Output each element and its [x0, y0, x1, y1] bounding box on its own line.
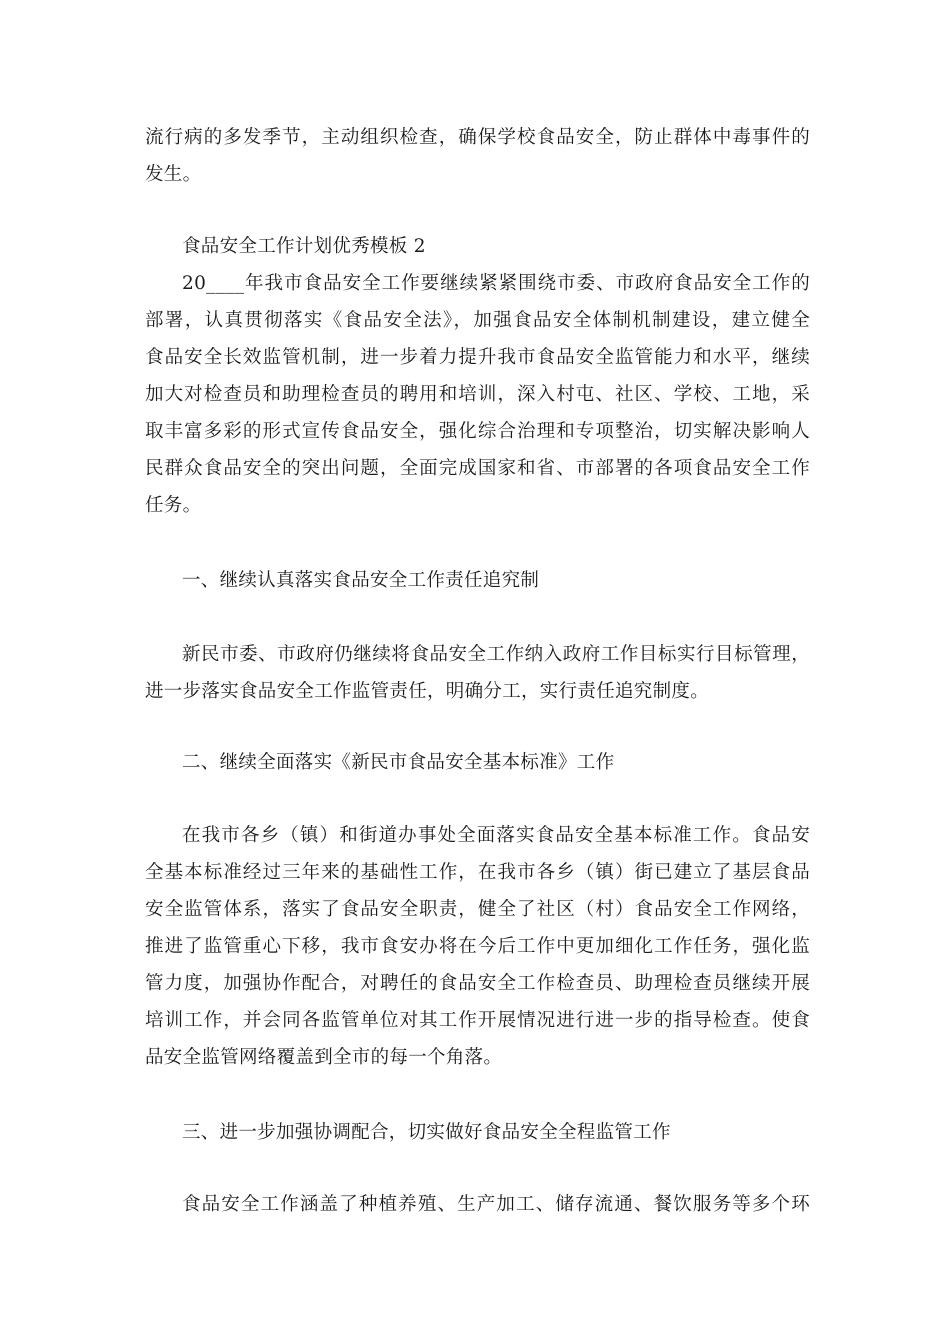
text-line: 20____年我市食品安全工作要继续紧紧围绕市委、市政府食品安全工作的	[182, 273, 810, 294]
section-title: 三、进一步加强协调配合，切实做好食品安全全程监管工作	[182, 1122, 671, 1143]
text-line: 加大对检查员和助理检查员的聘用和培训，深入村屯、社区、学校、工地，采	[145, 384, 810, 405]
intro-paragraph	[145, 119, 810, 193]
text-line: 部署，认真贯彻落实《食品安全法》，加强食品安全体制机制建设，建立健全	[145, 310, 810, 331]
text-line: 培训工作，并会同各监管单位对其工作开展情况进行进一步的指导检查。使食	[145, 1010, 810, 1031]
section-3-body	[145, 1186, 810, 1223]
text-line: 食品安全工作涵盖了种植养殖、生产加工、储存流通、餐饮服务等多个环	[182, 1194, 810, 1215]
section-2-title	[145, 744, 810, 781]
text-line: 新民市委、市政府仍继续将食品安全工作纳入政府工作目标实行目标管理，	[182, 644, 810, 665]
text-line: 流行病的多发季节，主动组织检查，确保学校食品安全，防止群体中毒事件的	[145, 127, 810, 148]
paragraph-plan-overview	[145, 265, 810, 524]
section-3-title	[145, 1114, 810, 1151]
text-line: 取丰富多彩的形式宣传食品安全，强化综合治理和专项整治，切实解决影响人	[145, 421, 810, 442]
text-line: 管力度，加强协作配合，对聘任的食品安全工作检查员、助理检查员继续开展	[145, 973, 810, 994]
section-2-body	[145, 817, 810, 1076]
document-heading	[145, 228, 810, 265]
section-title: 二、继续全面落实《新民市食品安全基本标准》工作	[182, 752, 615, 773]
section-1-body	[145, 636, 810, 710]
text-line: 在我市各乡（镇）和街道办事处全面落实食品安全基本标准工作。食品安	[182, 825, 810, 846]
text-line: 进一步落实食品安全工作监管责任，明确分工，实行责任追究制度。	[145, 681, 710, 702]
text-line: 品安全监管网络覆盖到全市的每一个角落。	[145, 1047, 503, 1068]
text-line: 食品安全长效监管机制，进一步着力提升我市食品安全监管能力和水平，继续	[145, 347, 810, 368]
text-line: 任务。	[145, 495, 202, 516]
text-line: 安全监管体系，落实了食品安全职责，健全了社区（村）食品安全工作网络，	[145, 899, 810, 920]
text-line: 全基本标准经过三年来的基础性工作，在我市各乡（镇）街已建立了基层食品	[145, 862, 810, 883]
section-title: 一、继续认真落实食品安全工作责任追究制	[182, 570, 540, 591]
heading-text: 食品安全工作计划优秀模板 2	[182, 236, 426, 257]
text-line: 发生。	[145, 164, 202, 185]
section-1-title	[145, 562, 810, 599]
text-line: 推进了监管重心下移，我市食安办将在今后工作中更加细化工作任务，强化监	[145, 936, 810, 957]
text-line: 民群众食品安全的突出问题，全面完成国家和省、市部署的各项食品安全工作	[145, 458, 810, 479]
